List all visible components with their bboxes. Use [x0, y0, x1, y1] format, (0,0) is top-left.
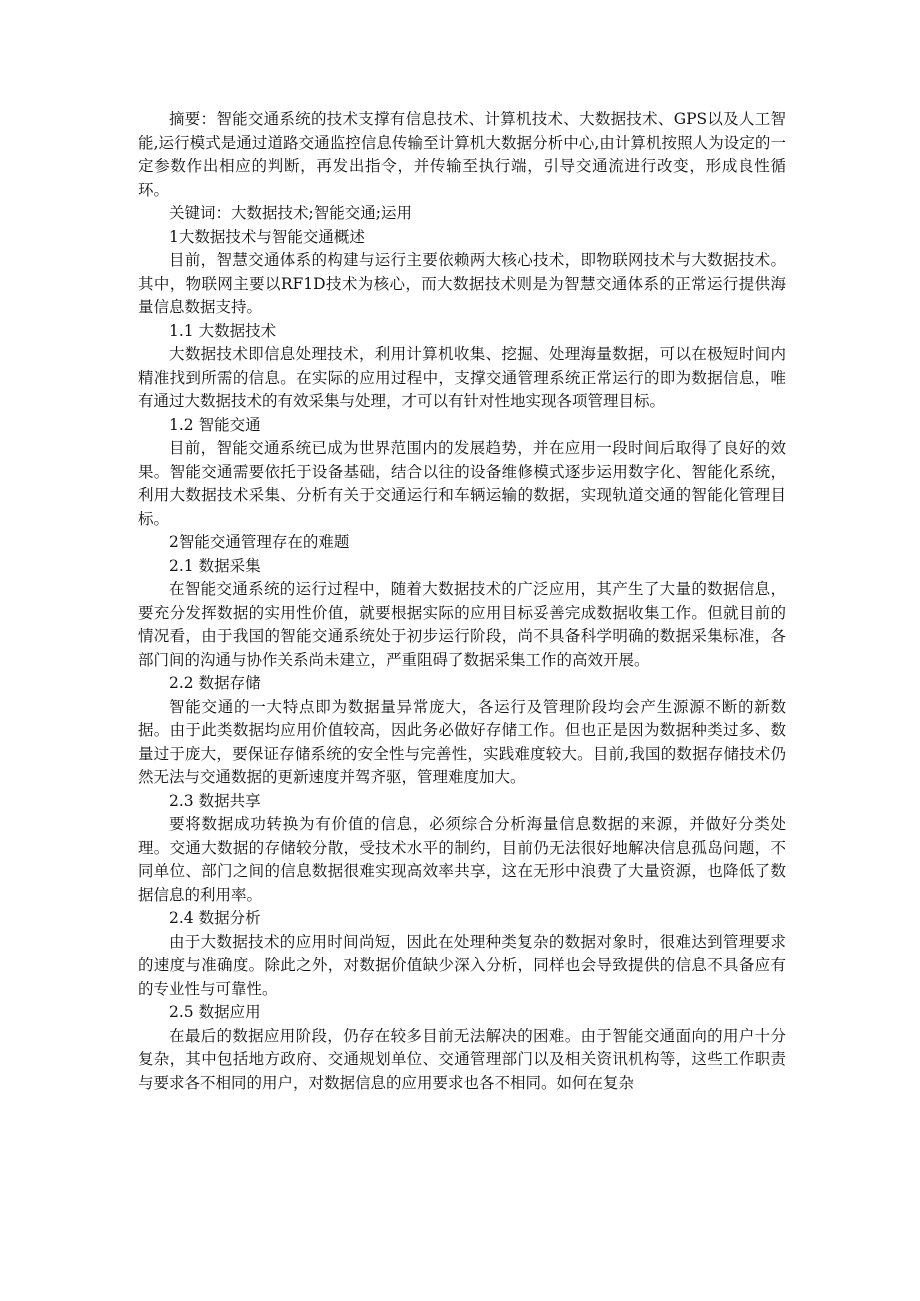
section-heading-1-1: 1.1 大数据技术 — [169, 321, 277, 340]
section-2-1-paragraph: 在智能交通系统的运行过程中，随着大数据技术的广泛应用，其产生了大量的数据信息，要充分发挥数据的实用性价值，就要根据实际的应用目标妥善完成数据收集工作。但就目前的情况看，由于我国的智能交通系统处于初步运行阶段，尚不具备科学明确的数据采集标准，各部门间的沟通与协作关系尚未建立，严重阻碍了数据采集工作的高效开展。 — [138, 580, 786, 669]
section-2-4-paragraph: 由于大数据技术的应用时间尚短，因此在处理种类复杂的数据对象时，很难达到管理要求的速度与准确度。除此之外，对数据价值缺少深入分析，同样也会导致提供的信息不具备应有的专业性与可靠性。 — [138, 932, 786, 998]
section-heading-2-3: 2.3 数据共享 — [169, 791, 261, 810]
section-heading-1: 1大数据技术与智能交通概述 — [169, 227, 365, 246]
document-body — [138, 108, 786, 1095]
section-1-1-paragraph: 大数据技术即信息处理技术，利用计算机收集、挖掘、处理海量数据，可以在极短时间内精准找到所需的信息。在实际的应用过程中，支撑交通管理系统正常运行的即为数据信息，唯有通过大数据技术的有效采集与处理，才可以有针对性地实现各项管理目标。 — [138, 345, 786, 410]
abstract-paragraph: 摘要：智能交通系统的技术支撑有信息技术、计算机技术、大数据技术、GPS以及人工智能,运行模式是通过道路交通监控信息传输至计算机大数据分析中心,由计算机按照人为设定的一定参数作出相应的判断，再发出指令，并传输至执行端，引导交通流进行改变，形成良性循环。 — [138, 110, 786, 199]
section-heading-2: 2智能交通管理存在的难题 — [169, 533, 350, 551]
section-1-2-paragraph: 目前，智能交通系统已成为世界范围内的发展趋势，并在应用一段时间后取得了良好的效果。智能交通需要依托于设备基础，结合以往的设备维修模式逐步运用数字化、智能化系统，利用大数据技术采集、分析有关于交通运行和车辆运输的数据，实现轨道交通的智能化管理目标。 — [138, 439, 786, 528]
section-heading-2-1: 2.1 数据采集 — [169, 556, 261, 575]
section-2-3-paragraph: 要将数据成功转换为有价值的信息，必须综合分析海量信息数据的来源，并做好分类处理。交通大数据的存储较分散，受技术水平的制约，目前仍无法很好地解决信息孤岛问题，不同单位、部门之间的信息数据很难实现高效率共享，这在无形中浪费了大量资源，也降低了数据信息的利用率。 — [138, 815, 786, 904]
section-heading-2-5: 2.5 数据应用 — [169, 1003, 261, 1021]
keywords-paragraph: 关键词：大数据技术;智能交通;运用 — [169, 204, 412, 222]
section-heading-2-2: 2.2 数据存储 — [169, 674, 261, 692]
section-2-5-paragraph: 在最后的数据应用阶段，仍存在较多目前无法解决的困难。由于智能交通面向的用户十分复杂，其中包括地方政府、交通规划单位、交通管理部门以及相关资讯机构等，这些工作职责与要求各不相同的用户，对数据信息的应用要求也各不相同。如何在复杂 — [138, 1026, 786, 1092]
section-heading-2-4: 2.4 数据分析 — [169, 909, 261, 927]
section-heading-1-2: 1.2 智能交通 — [169, 415, 261, 434]
section-1-paragraph: 目前，智慧交通体系的构建与运行主要依赖两大核心技术，即物联网技术与大数据技术。其中，物联网主要以RF1D技术为核心，而大数据技术则是为智慧交通体系的正常运行提供海量信息数据支持。 — [138, 251, 786, 316]
section-2-2-paragraph: 智能交通的一大特点即为数据量异常庞大，各运行及管理阶段均会产生源源不断的新数据。由于此类数据均应用价值较高，因此务必做好存储工作。但也正是因为数据种类过多、数量过于庞大，要保证存储系统的安全性与完善性，实践难度较大。目前,我国的数据存储技术仍然无法与交通数据的更新速度并驾齐驱，管理难度加大。 — [138, 697, 786, 786]
